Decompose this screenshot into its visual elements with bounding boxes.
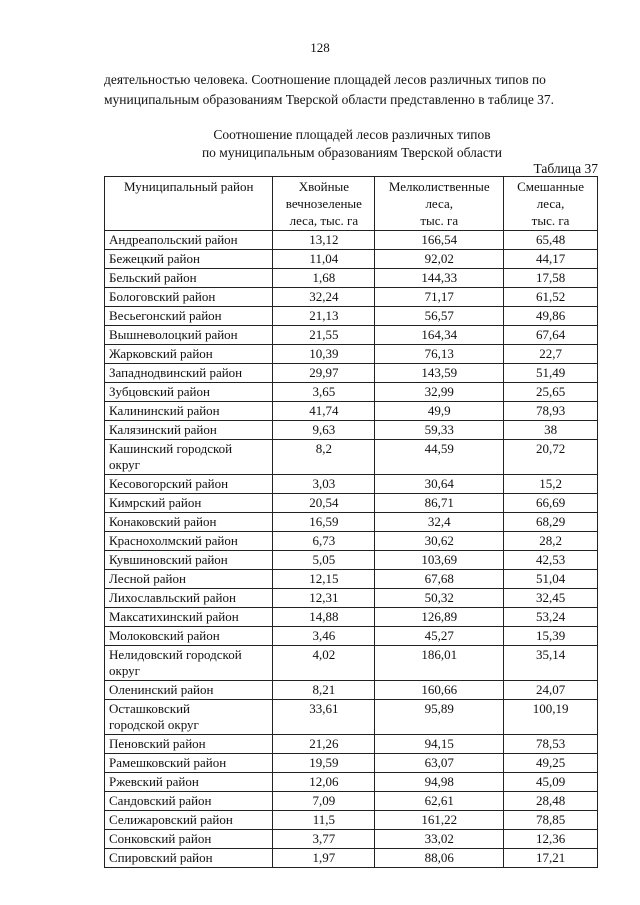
conifer-area-cell: 3,03 — [273, 475, 375, 494]
header-district — [105, 177, 273, 231]
conifer-area-cell: 3,65 — [273, 383, 375, 402]
page-number: 128 — [310, 40, 330, 55]
header-mixed — [504, 177, 598, 231]
mixed-area-cell: 44,17 — [504, 250, 598, 269]
conifer-area-cell: 3,46 — [273, 627, 375, 646]
table-row — [105, 700, 598, 735]
district-name-cell — [105, 849, 273, 868]
conifer-area-cell: 16,59 — [273, 513, 375, 532]
small-leaved-area-cell: 63,07 — [375, 754, 504, 773]
mixed-area-cell: 28,2 — [504, 532, 598, 551]
small-leaved-area-cell: 94,15 — [375, 735, 504, 754]
mixed-area-cell: 42,53 — [504, 551, 598, 570]
district-name-cell — [105, 269, 273, 288]
mixed-area-cell: 67,64 — [504, 326, 598, 345]
conifer-area-cell: 1,68 — [273, 269, 375, 288]
table-row — [105, 269, 598, 288]
district-name-cell — [105, 513, 273, 532]
mixed-area-cell: 78,85 — [504, 811, 598, 830]
table-row — [105, 250, 598, 269]
mixed-area-cell: 49,25 — [504, 754, 598, 773]
small-leaved-area-cell: 45,27 — [375, 627, 504, 646]
district-name-cell — [105, 811, 273, 830]
header-line: тыс. га — [531, 213, 570, 228]
district-name-cell — [105, 345, 273, 364]
mixed-area-cell: 17,58 — [504, 269, 598, 288]
district-name-line: Кувшиновский район — [109, 552, 228, 567]
small-leaved-area-cell: 144,33 — [375, 269, 504, 288]
district-name-line: Сонковский район — [109, 831, 212, 846]
conifer-area-cell: 21,26 — [273, 735, 375, 754]
table-row — [105, 494, 598, 513]
small-leaved-area-cell: 59,33 — [375, 421, 504, 440]
header-line: вечнозеленые — [285, 196, 362, 211]
mixed-area-cell: 53,24 — [504, 608, 598, 627]
conifer-area-cell: 20,54 — [273, 494, 375, 513]
table-row — [105, 608, 598, 627]
table-row — [105, 532, 598, 551]
small-leaved-area-cell: 164,34 — [375, 326, 504, 345]
table-row — [105, 773, 598, 792]
small-leaved-area-cell: 56,57 — [375, 307, 504, 326]
mixed-area-cell: 20,72 — [504, 440, 598, 475]
table-row — [105, 421, 598, 440]
forest-area-table — [104, 176, 598, 868]
district-name-line: Рамешковский район — [109, 755, 227, 770]
intro-paragraph — [104, 70, 600, 110]
district-name-cell — [105, 735, 273, 754]
district-name-line: Зубцовский район — [109, 384, 210, 399]
table-row — [105, 440, 598, 475]
mixed-area-cell: 61,52 — [504, 288, 598, 307]
conifer-area-cell: 5,05 — [273, 551, 375, 570]
mixed-area-cell: 17,21 — [504, 849, 598, 868]
table-body — [105, 231, 598, 868]
table-number-label: Таблица 37 — [533, 161, 598, 176]
district-name-line: Селижаровский район — [109, 812, 233, 827]
mixed-area-cell: 25,65 — [504, 383, 598, 402]
district-name-line: Кашинский городской — [109, 441, 233, 456]
conifer-area-cell: 8,2 — [273, 440, 375, 475]
header-line: леса, тыс. га — [289, 213, 359, 228]
intro-line: деятельностью человека. Соотношение площадей лесов различных типов по — [104, 72, 546, 87]
table-row — [105, 627, 598, 646]
district-name-cell — [105, 402, 273, 421]
table-row — [105, 475, 598, 494]
conifer-area-cell: 6,73 — [273, 532, 375, 551]
small-leaved-area-cell: 94,98 — [375, 773, 504, 792]
district-name-cell — [105, 383, 273, 402]
conifer-area-cell: 21,13 — [273, 307, 375, 326]
header-line: Мелколиственные — [388, 179, 490, 194]
district-name-cell — [105, 231, 273, 250]
district-name-cell — [105, 773, 273, 792]
small-leaved-area-cell: 160,66 — [375, 681, 504, 700]
district-name-line: городской округ — [109, 717, 199, 732]
small-leaved-area-cell: 32,99 — [375, 383, 504, 402]
district-name-cell — [105, 608, 273, 627]
table-row — [105, 570, 598, 589]
header-line: тыс. га — [420, 213, 459, 228]
small-leaved-area-cell: 32,4 — [375, 513, 504, 532]
table-row — [105, 849, 598, 868]
table-row — [105, 231, 598, 250]
district-name-line: Андреапольский район — [109, 232, 238, 247]
small-leaved-area-cell: 88,06 — [375, 849, 504, 868]
table-row — [105, 513, 598, 532]
conifer-area-cell: 8,21 — [273, 681, 375, 700]
district-name-line: Нелидовский городской — [109, 647, 242, 662]
small-leaved-area-cell: 71,17 — [375, 288, 504, 307]
district-name-cell — [105, 440, 273, 475]
small-leaved-area-cell: 103,69 — [375, 551, 504, 570]
district-name-cell — [105, 589, 273, 608]
table-row — [105, 792, 598, 811]
district-name-line: Оленинский район — [109, 682, 214, 697]
header-conifer — [273, 177, 375, 231]
table-row — [105, 326, 598, 345]
table-row — [105, 288, 598, 307]
conifer-area-cell: 11,04 — [273, 250, 375, 269]
conifer-area-cell: 7,09 — [273, 792, 375, 811]
district-name-line: Пеновский район — [109, 736, 206, 751]
mixed-area-cell: 51,04 — [504, 570, 598, 589]
mixed-area-cell: 28,48 — [504, 792, 598, 811]
table-row — [105, 754, 598, 773]
district-name-cell — [105, 307, 273, 326]
small-leaved-area-cell: 33,02 — [375, 830, 504, 849]
intro-line: муниципальным образованиям Тверской области представленно в таблице 37. — [104, 92, 555, 107]
small-leaved-area-cell: 67,68 — [375, 570, 504, 589]
table-row — [105, 811, 598, 830]
district-name-line: Бологовский район — [109, 289, 216, 304]
small-leaved-area-cell: 30,64 — [375, 475, 504, 494]
conifer-area-cell: 14,88 — [273, 608, 375, 627]
header-small-leaved — [375, 177, 504, 231]
mixed-area-cell: 78,53 — [504, 735, 598, 754]
district-name-line: Максатихинский район — [109, 609, 239, 624]
mixed-area-cell: 66,69 — [504, 494, 598, 513]
district-name-line: Молоковский район — [109, 628, 220, 643]
district-name-line: Лесной район — [109, 571, 186, 586]
small-leaved-area-cell: 92,02 — [375, 250, 504, 269]
district-name-line: Осташковский — [109, 701, 190, 716]
small-leaved-area-cell: 186,01 — [375, 646, 504, 681]
conifer-area-cell: 1,97 — [273, 849, 375, 868]
table-row — [105, 589, 598, 608]
table-row — [105, 364, 598, 383]
header-line: Хвойные — [298, 179, 350, 194]
small-leaved-area-cell: 166,54 — [375, 231, 504, 250]
mixed-area-cell: 12,36 — [504, 830, 598, 849]
small-leaved-area-cell: 49,9 — [375, 402, 504, 421]
district-name-line: Весьегонский район — [109, 308, 222, 323]
header-line: Смешанные — [517, 179, 584, 194]
district-name-line: Кимрский район — [109, 495, 202, 510]
district-name-cell — [105, 364, 273, 383]
table-row — [105, 402, 598, 421]
district-name-line: Вышневолоцкий район — [109, 327, 238, 342]
district-name-cell — [105, 551, 273, 570]
district-name-line: Конаковский район — [109, 514, 217, 529]
table-title — [104, 126, 600, 162]
table-row — [105, 307, 598, 326]
small-leaved-area-cell: 86,71 — [375, 494, 504, 513]
table-header-row — [105, 177, 598, 231]
table-title-line: по муниципальным образованиям Тверской области — [201, 145, 503, 160]
small-leaved-area-cell: 161,22 — [375, 811, 504, 830]
mixed-area-cell: 49,86 — [504, 307, 598, 326]
conifer-area-cell: 4,02 — [273, 646, 375, 681]
mixed-area-cell: 45,09 — [504, 773, 598, 792]
conifer-area-cell: 10,39 — [273, 345, 375, 364]
table-row — [105, 345, 598, 364]
district-name-cell — [105, 830, 273, 849]
district-name-cell — [105, 646, 273, 681]
district-name-cell — [105, 681, 273, 700]
district-name-cell — [105, 532, 273, 551]
district-name-cell — [105, 288, 273, 307]
mixed-area-cell: 65,48 — [504, 231, 598, 250]
district-name-cell — [105, 792, 273, 811]
table-row — [105, 830, 598, 849]
mixed-area-cell: 15,2 — [504, 475, 598, 494]
small-leaved-area-cell: 143,59 — [375, 364, 504, 383]
conifer-area-cell: 32,24 — [273, 288, 375, 307]
conifer-area-cell: 12,31 — [273, 589, 375, 608]
district-name-cell — [105, 326, 273, 345]
conifer-area-cell: 29,97 — [273, 364, 375, 383]
small-leaved-area-cell: 62,61 — [375, 792, 504, 811]
mixed-area-cell: 35,14 — [504, 646, 598, 681]
table-row — [105, 551, 598, 570]
small-leaved-area-cell: 76,13 — [375, 345, 504, 364]
conifer-area-cell: 33,61 — [273, 700, 375, 735]
district-name-line: Калязинский район — [109, 422, 217, 437]
conifer-area-cell: 12,15 — [273, 570, 375, 589]
district-name-line: округ — [109, 457, 140, 472]
mixed-area-cell: 32,45 — [504, 589, 598, 608]
district-name-cell — [105, 700, 273, 735]
district-name-line: Ржевский район — [109, 774, 199, 789]
conifer-area-cell: 41,74 — [273, 402, 375, 421]
table-row — [105, 681, 598, 700]
header-line: леса, — [536, 196, 565, 211]
district-name-cell — [105, 627, 273, 646]
mixed-area-cell: 22,7 — [504, 345, 598, 364]
mixed-area-cell: 24,07 — [504, 681, 598, 700]
mixed-area-cell: 38 — [504, 421, 598, 440]
conifer-area-cell: 11,5 — [273, 811, 375, 830]
conifer-area-cell: 13,12 — [273, 231, 375, 250]
mixed-area-cell: 100,19 — [504, 700, 598, 735]
district-name-cell — [105, 754, 273, 773]
conifer-area-cell: 3,77 — [273, 830, 375, 849]
district-name-cell — [105, 250, 273, 269]
conifer-area-cell: 19,59 — [273, 754, 375, 773]
header-line: леса, — [425, 196, 453, 211]
district-name-line: Сандовский район — [109, 793, 212, 808]
district-name-cell — [105, 421, 273, 440]
table-row — [105, 646, 598, 681]
district-name-line: Спировский район — [109, 850, 213, 865]
table-row — [105, 735, 598, 754]
district-name-line: Бежецкий район — [109, 251, 200, 266]
conifer-area-cell: 9,63 — [273, 421, 375, 440]
district-name-cell — [105, 494, 273, 513]
mixed-area-cell: 78,93 — [504, 402, 598, 421]
district-name-line: Жарковский район — [109, 346, 213, 361]
district-name-line: Бельский район — [109, 270, 197, 285]
header-line: Муниципальный район — [124, 179, 254, 194]
mixed-area-cell: 15,39 — [504, 627, 598, 646]
small-leaved-area-cell: 126,89 — [375, 608, 504, 627]
small-leaved-area-cell: 95,89 — [375, 700, 504, 735]
small-leaved-area-cell: 30,62 — [375, 532, 504, 551]
district-name-line: Лихославльский район — [109, 590, 236, 605]
mixed-area-cell: 51,49 — [504, 364, 598, 383]
table-row — [105, 383, 598, 402]
district-name-line: округ — [109, 663, 140, 678]
district-name-cell — [105, 570, 273, 589]
district-name-line: Кесовогорский район — [109, 476, 229, 491]
district-name-line: Калининский район — [109, 403, 220, 418]
district-name-cell — [105, 475, 273, 494]
small-leaved-area-cell: 44,59 — [375, 440, 504, 475]
conifer-area-cell: 21,55 — [273, 326, 375, 345]
conifer-area-cell: 12,06 — [273, 773, 375, 792]
district-name-line: Западнодвинский район — [109, 365, 243, 380]
mixed-area-cell: 68,29 — [504, 513, 598, 532]
small-leaved-area-cell: 50,32 — [375, 589, 504, 608]
table-title-line: Соотношение площадей лесов различных типов — [213, 127, 491, 142]
district-name-line: Краснохолмский район — [109, 533, 238, 548]
